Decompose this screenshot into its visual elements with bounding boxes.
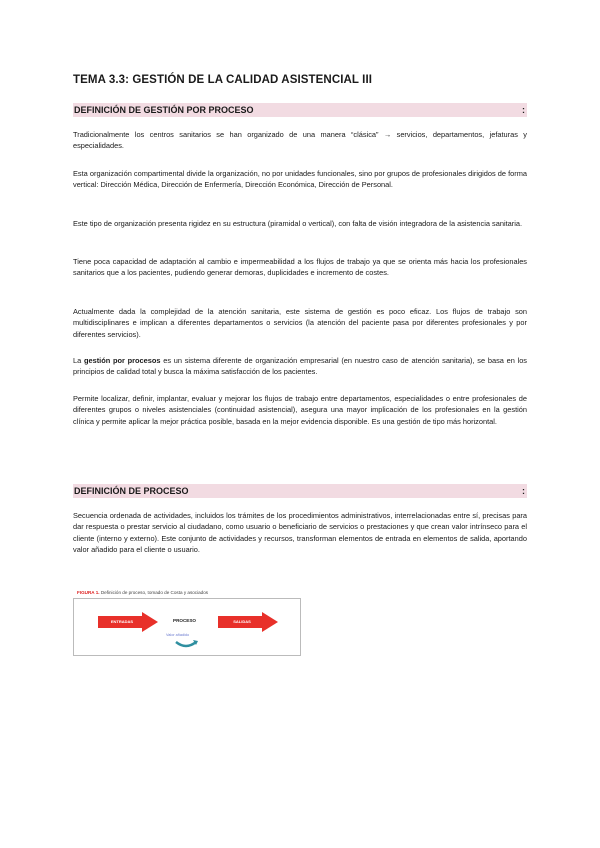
section-heading-label: DEFINICIÓN DE GESTIÓN POR PROCESO [74,105,254,115]
paragraph-bold-term: gestión por procesos [83,356,161,365]
paragraph-gestion-por-procesos [73,355,527,378]
page-title: TEMA 3.3: GESTIÓN DE LA CALIDAD ASISTENCIAL III [73,74,373,86]
paragraph: Este tipo de organización presenta rigidez en su estructura (piramidal o vertical), con falta de visión integradora de la asistencia sanitaria. [73,219,523,228]
paragraph-pre: La [73,356,84,365]
paragraph: Esta organización compartimental divide la organización, no por unidades funcionales, sino por grupos de profesionales dirigidos de forma vertical: Dirección Médica, Dirección de Enfermería, Dirección Económica, Dirección de Personal. [73,169,527,190]
cycle-arrows-icon [174,639,198,649]
paragraph: Tiene poca capacidad de adaptación al cambio e impermeabilidad a los flujos de trabajo ya que se orienta más hacia los profesionales sanitarios que a los pacientes, pudiendo generar demoras, duplicidades e incremento de costes. [73,257,527,278]
section-heading-label: DEFINICIÓN DE PROCESO [74,486,189,496]
process-label: PROCESO [173,618,196,623]
paragraph: Secuencia ordenada de actividades, incluidos los trámites de los procedimientos administrativos, interrelacionadas entre sí, precisas para dar respuesta o prestar servicio al ciudadano, como usuario o beneficiario de servicios o prestaciones y que crean valor intrínseco para el cliente (interno y externo). Este conjunto de actividades y recursos, transforman elementos de entrada en elementos de salida, aportando valor añadido para el cliente o usuario. [73,511,527,555]
section-heading-colon: : [522,486,525,496]
figure-box [73,598,301,656]
figure-caption-number: FIGURA 1. [77,590,100,595]
output-label: SALIDAS [233,619,251,624]
section-heading-colon: : [522,105,525,115]
section-heading-gestion-por-proceso [73,103,527,117]
figure-caption-text: Definición de proceso, tomado de Costa y asociados [99,590,209,595]
paragraph: Permite localizar, definir, implantar, evaluar y mejorar los flujos de trabajo entre departamentos, especialidades o entre profesionales de diferentes grupos o niveles asistenciales (continuidad asistencial), asegura una mayor implicación de los profesionales en la gestión clínica y permite aplicar la mejor práctica posible, basada en la mejor evidencia disponible. Es una gestión de tipo más horizontal. [73,394,527,426]
input-label: ENTRADAS [110,619,134,624]
process-figure [73,588,301,655]
paragraph-post: es un sistema diferente de organización empresarial (en nuestro caso de atención sanitaria), se basa en los principios de calidad total y busca la máxima satisfacción de los pacientes. [73,356,528,377]
process-sublabel: Valor añadido [166,633,190,637]
section-heading-definicion-proceso [73,484,527,498]
paragraph: Actualmente dada la complejidad de la atención sanitaria, este sistema de gestión es poco eficaz. Los flujos de trabajo son multidisciplinares e implican a diferentes departamentos o servicios (la atención del paciente pasa por diferentes profesionales y por diferentes servicios). [73,307,527,339]
paragraph: Tradicionalmente los centros sanitarios se han organizado de una manera “clásica” → servicios, departamentos, jefaturas y especialidades. [73,130,527,151]
figure-caption [77,590,208,595]
